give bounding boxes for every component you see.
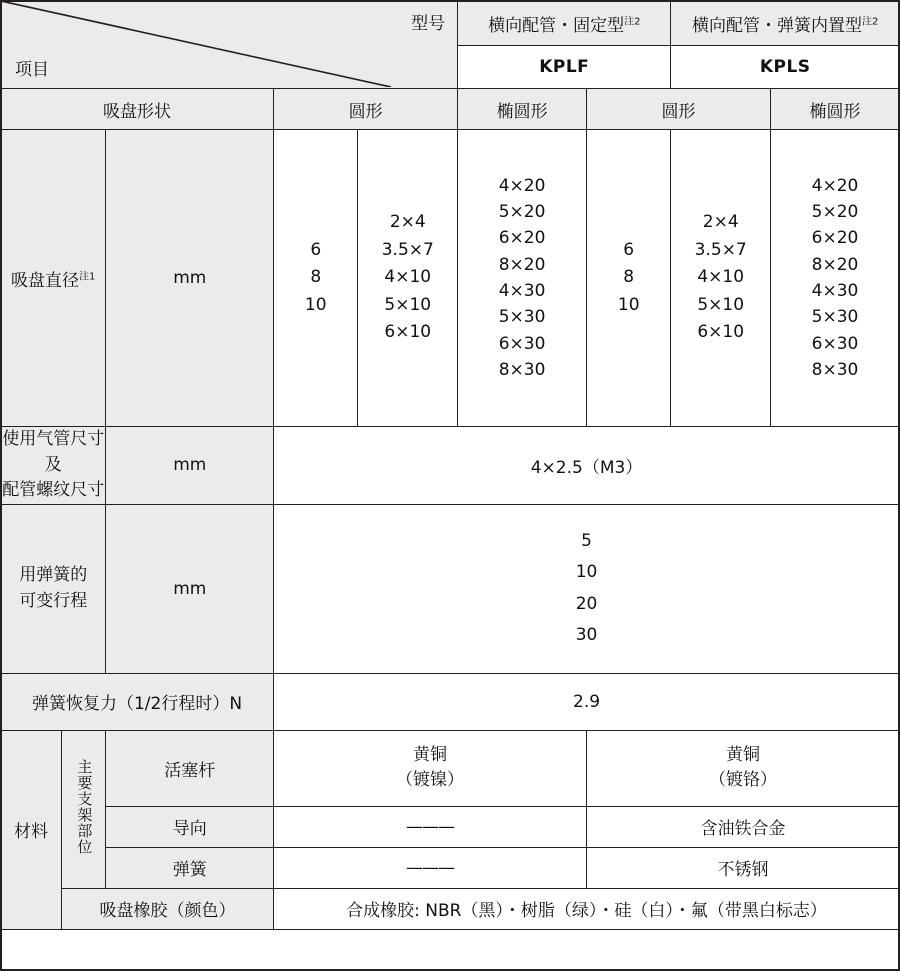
tube-thread-value: 4×2.5（M3） [274, 427, 900, 505]
table-row [1, 427, 900, 505]
table-row [1, 504, 900, 673]
pad-shape-kplf-oval: 椭圆形 [458, 89, 587, 130]
value: 6×10 [697, 322, 745, 343]
material-row-name-spring: 弹簧 [106, 847, 274, 888]
pad-diameter-kpls-oval-large [771, 130, 900, 427]
material-piston-kplf [274, 730, 587, 806]
material-row-name-piston: 活塞杆 [106, 730, 274, 806]
spring-stroke-label-line1: 用弹簧的 [19, 565, 88, 585]
pad-diameter-kplf-round [274, 130, 358, 427]
tube-thread-label-line2: 配管螺纹尺寸 [2, 480, 105, 500]
model-group-title-kplf [458, 1, 671, 46]
value: 5×20 [811, 201, 859, 222]
spring-stroke-values [274, 504, 900, 673]
value: 5×10 [384, 294, 432, 315]
header-item-label: 项目 [15, 60, 49, 80]
material-group-label-text: 主要支架部位 [75, 758, 94, 855]
pad-diameter-note: 注1 [79, 270, 96, 282]
value: 8×20 [498, 254, 546, 275]
diagonal-divider-icon [1, 1, 457, 88]
material-value-line1: 黄铜 [726, 744, 761, 765]
material-row-name-guide: 导向 [106, 806, 274, 847]
table-row [1, 1, 900, 46]
model-group-title-text: 横向配管・固定型 [488, 15, 625, 36]
value: 4×10 [384, 267, 432, 288]
value: 6×20 [498, 228, 546, 249]
value: 5×30 [811, 307, 859, 328]
value-stack [274, 526, 899, 652]
value: 4×30 [811, 281, 859, 301]
material-piston-kpls [587, 730, 900, 806]
value: 5 [581, 530, 592, 551]
model-group-title-text: 横向配管・弹簧内置型 [692, 15, 863, 36]
tube-thread-label-line1: 使用气管尺寸及 [2, 429, 105, 475]
pad-shape-kpls-round: 圆形 [587, 89, 771, 130]
table-row [1, 847, 900, 888]
value: 4×20 [498, 175, 546, 196]
material-guide-kpls: 含油铁合金 [587, 806, 900, 847]
value: 10 [617, 294, 640, 315]
value: 4×10 [697, 267, 745, 288]
header-model-label: 型号 [411, 14, 446, 34]
value: 5×30 [498, 307, 546, 328]
pad-diameter-label-text: 吸盘直径 [11, 270, 80, 291]
value-stack [771, 173, 899, 384]
value: 6×10 [384, 322, 432, 343]
material-label: 材料 [1, 730, 62, 929]
tube-thread-label [1, 427, 106, 505]
value: 4×20 [811, 175, 859, 196]
material-spring-kplf: ——— [274, 847, 587, 888]
value: 8×30 [498, 360, 546, 381]
pad-shape-label: 吸盘形状 [1, 89, 274, 130]
corner-header-cell [1, 1, 458, 89]
value: 6 [623, 239, 635, 260]
material-value-line1: 黄铜 [413, 744, 448, 765]
value-stack [671, 209, 770, 347]
material-group-label [61, 730, 106, 888]
value: 6×30 [811, 333, 859, 354]
pad-diameter-kpls-oval-small [671, 130, 771, 427]
pad-shape-kpls-oval: 椭圆形 [771, 89, 900, 130]
value-stack [587, 237, 670, 320]
table-row [1, 888, 900, 929]
spring-stroke-label [1, 504, 106, 673]
value: 3.5×7 [694, 239, 747, 260]
pad-diameter-label [1, 130, 106, 427]
value: 8 [310, 267, 322, 288]
value: 8×20 [811, 254, 859, 275]
table-row [1, 806, 900, 847]
spring-force-value: 2.9 [274, 673, 900, 730]
value: 8×30 [811, 360, 859, 381]
pad-diameter-kpls-round [587, 130, 671, 427]
value: 6×30 [498, 333, 546, 354]
tube-thread-unit: mm [106, 427, 274, 505]
material-guide-kplf: ——— [274, 806, 587, 847]
model-code-kplf: KPLF [458, 46, 671, 89]
value-stack [458, 173, 586, 384]
table-row [1, 89, 900, 130]
value: 10 [575, 562, 598, 583]
value: 20 [575, 593, 598, 614]
value: 3.5×7 [381, 239, 434, 260]
material-rubber-value: 合成橡胶: NBR（黑）・树脂（绿）・硅（白）・氟（带黑白标志） [274, 888, 900, 929]
material-value-line2: （镀铬） [709, 770, 778, 790]
value: 6 [310, 239, 322, 260]
value: 5×20 [498, 201, 546, 222]
value: 6×20 [811, 228, 859, 249]
table-row [1, 730, 900, 806]
material-value-line2: （镀镍） [396, 770, 465, 790]
pad-diameter-unit: mm [106, 130, 274, 427]
value-stack [274, 237, 357, 320]
value: 30 [575, 624, 598, 645]
table-row [1, 673, 900, 730]
value: 4×30 [498, 281, 546, 301]
pad-diameter-kplf-oval-small [358, 130, 458, 427]
model-code-kpls: KPLS [671, 46, 900, 89]
value: 2×4 [389, 212, 426, 233]
value-stack [358, 209, 457, 347]
material-row-name-rubber: 吸盘橡胶（颜色） [61, 888, 273, 929]
value: 10 [304, 294, 327, 315]
model-group-title-kpls [671, 1, 900, 46]
material-spring-kpls: 不锈钢 [587, 847, 900, 888]
spring-stroke-label-line2: 可变行程 [19, 590, 88, 611]
pad-diameter-kplf-oval-large [458, 130, 587, 427]
pad-shape-kplf-round: 圆形 [274, 89, 458, 130]
spring-stroke-unit: mm [106, 504, 274, 673]
value: 2×4 [702, 212, 739, 233]
value: 8 [623, 267, 635, 288]
table-row [1, 130, 900, 427]
model-group-note: 注2 [862, 15, 879, 27]
value: 5×10 [697, 294, 745, 315]
model-group-note: 注2 [624, 15, 641, 27]
spring-force-label: 弹簧恢复力（1/2行程时）N [1, 673, 274, 730]
